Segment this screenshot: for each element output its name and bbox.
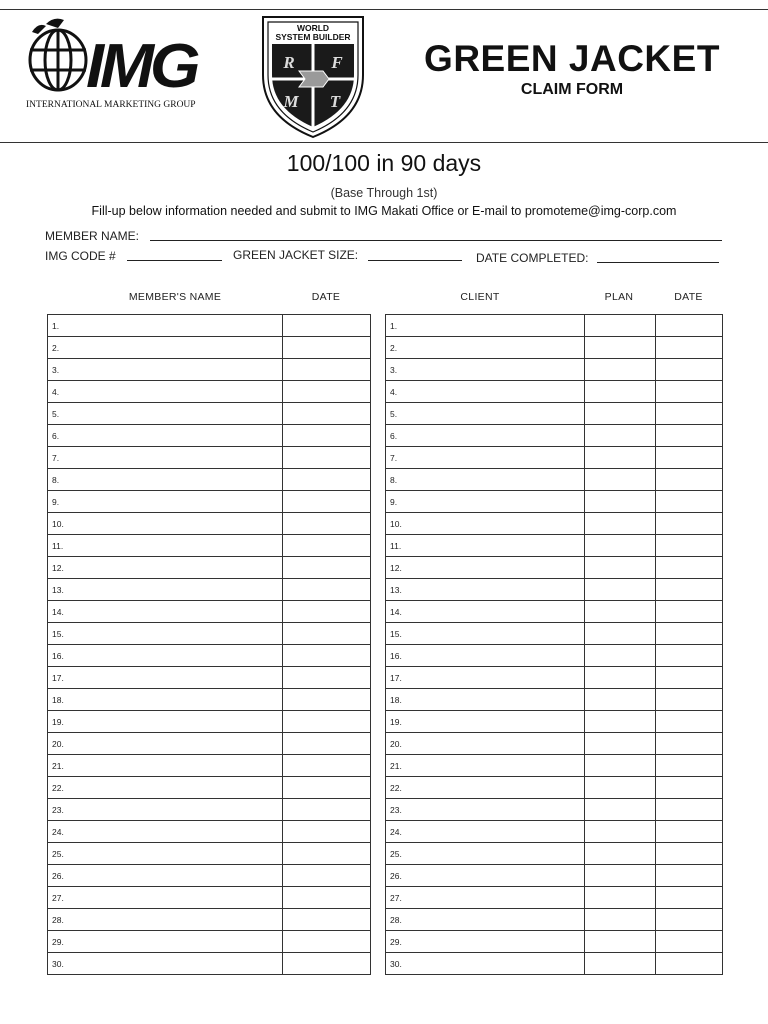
client-date-cell[interactable] [656,887,723,909]
client-row-number-cell[interactable]: 11. [386,535,585,557]
member-row [48,843,371,865]
client-row [386,579,723,601]
member-date-cell[interactable] [283,843,371,865]
member-row [48,469,371,491]
member-row-number-cell[interactable]: 9. [48,491,283,513]
member-row [48,381,371,403]
jacket-size-line[interactable] [368,260,462,261]
member-date-cell[interactable] [283,425,371,447]
date-completed-line[interactable] [597,262,719,263]
client-plan-cell[interactable] [585,315,656,337]
client-row [386,799,723,821]
member-row [48,447,371,469]
member-row-number-cell[interactable]: 11. [48,535,283,557]
member-date-cell[interactable] [283,359,371,381]
member-date-cell[interactable] [283,711,371,733]
client-date-cell[interactable] [656,403,723,425]
member-row-number-cell[interactable]: 22. [48,777,283,799]
member-date-cell[interactable] [283,513,371,535]
client-date-cell[interactable] [656,579,723,601]
form-title: GREEN JACKET [424,38,720,79]
header-bottom-rule [0,142,768,143]
client-row [386,843,723,865]
client-date-cell[interactable] [656,315,723,337]
client-row-number-cell[interactable]: 7. [386,447,585,469]
member-row-number-cell[interactable]: 17. [48,667,283,689]
client-row [386,535,723,557]
member-row-number-cell[interactable]: 23. [48,799,283,821]
client-row [386,403,723,425]
col-head-member-date: DATE [311,291,341,303]
client-row [386,689,723,711]
member-row-number-cell[interactable]: 5. [48,403,283,425]
member-date-cell[interactable] [283,931,371,953]
client-plan-cell[interactable] [585,733,656,755]
client-row-number-cell[interactable]: 2. [386,337,585,359]
member-row [48,689,371,711]
client-plan-cell[interactable] [585,755,656,777]
member-row [48,491,371,513]
client-row [386,557,723,579]
member-row [48,337,371,359]
client-date-cell[interactable] [656,711,723,733]
client-row-number-cell[interactable]: 4. [386,381,585,403]
member-row [48,865,371,887]
client-plan-cell[interactable] [585,359,656,381]
client-date-cell[interactable] [656,755,723,777]
member-row [48,645,371,667]
client-plan-cell[interactable] [585,579,656,601]
client-row-number-cell[interactable]: 27. [386,887,585,909]
client-plan-cell[interactable] [585,777,656,799]
member-date-cell[interactable] [283,733,371,755]
member-row-number-cell[interactable]: 13. [48,579,283,601]
client-date-cell[interactable] [656,843,723,865]
client-plan-cell[interactable] [585,909,656,931]
member-name-label: MEMBER NAME: [45,229,140,243]
client-plan-cell[interactable] [585,931,656,953]
shield-title-line1: WORLD [296,23,330,33]
member-row-number-cell[interactable]: 24. [48,821,283,843]
member-name-line[interactable] [150,240,722,241]
member-row-number-cell[interactable]: 20. [48,733,283,755]
client-date-cell[interactable] [656,865,723,887]
client-row [386,491,723,513]
client-row-number-cell[interactable]: 9. [386,491,585,513]
member-date-cell[interactable] [283,799,371,821]
member-date-cell[interactable] [283,865,371,887]
col-head-client: CLIENT [460,291,500,303]
client-row-number-cell[interactable]: 12. [386,557,585,579]
member-row [48,557,371,579]
jacket-size-label: GREEN JACKET SIZE: [233,248,359,262]
client-plan-cell[interactable] [585,887,656,909]
member-date-cell[interactable] [283,821,371,843]
img-code-label: IMG CODE # [45,249,116,263]
client-plan-cell[interactable] [585,689,656,711]
client-plan-cell[interactable] [585,601,656,623]
member-date-cell[interactable] [283,887,371,909]
member-row [48,403,371,425]
member-row [48,755,371,777]
client-row [386,469,723,491]
member-row [48,887,371,909]
shield-title-line2: SYSTEM BUILDER [275,32,351,42]
client-row-number-cell[interactable]: 13. [386,579,585,601]
client-row-number-cell[interactable]: 21. [386,755,585,777]
client-plan-cell[interactable] [585,403,656,425]
member-row [48,601,371,623]
member-row-number-cell[interactable]: 25. [48,843,283,865]
member-date-cell[interactable] [283,381,371,403]
client-row-number-cell[interactable]: 16. [386,645,585,667]
member-row-number-cell[interactable]: 8. [48,469,283,491]
client-row [386,821,723,843]
client-row-number-cell[interactable]: 10. [386,513,585,535]
client-row-number-cell[interactable]: 23. [386,799,585,821]
client-row [386,645,723,667]
member-row [48,711,371,733]
client-row [386,755,723,777]
member-row-number-cell[interactable]: 10. [48,513,283,535]
client-date-cell[interactable] [656,821,723,843]
client-row [386,777,723,799]
client-row-number-cell[interactable]: 25. [386,843,585,865]
member-row [48,667,371,689]
client-date-cell[interactable] [656,337,723,359]
client-date-cell[interactable] [656,799,723,821]
member-row [48,799,371,821]
client-plan-cell[interactable] [585,425,656,447]
client-date-cell[interactable] [656,623,723,645]
member-row [48,909,371,931]
member-row [48,359,371,381]
client-row-number-cell[interactable]: 22. [386,777,585,799]
member-row [48,733,371,755]
client-row [386,513,723,535]
clients-table [385,314,723,975]
client-row-number-cell[interactable]: 18. [386,689,585,711]
member-row [48,931,371,953]
client-plan-cell[interactable] [585,843,656,865]
member-date-cell[interactable] [283,909,371,931]
shield-letter-f: F [331,53,343,72]
member-date-cell[interactable] [283,601,371,623]
member-row [48,777,371,799]
client-plan-cell[interactable] [585,381,656,403]
member-date-cell[interactable] [283,447,371,469]
client-row-number-cell[interactable]: 14. [386,601,585,623]
client-row [386,733,723,755]
client-row-number-cell[interactable]: 30. [386,953,585,975]
client-row-number-cell[interactable]: 24. [386,821,585,843]
client-date-cell[interactable] [656,667,723,689]
member-row [48,425,371,447]
client-row-number-cell[interactable]: 3. [386,359,585,381]
member-row [48,953,371,975]
client-date-cell[interactable] [656,381,723,403]
member-row-number-cell[interactable]: 15. [48,623,283,645]
member-date-cell[interactable] [283,315,371,337]
shield-letter-t: T [329,92,341,111]
client-row-number-cell[interactable]: 17. [386,667,585,689]
client-date-cell[interactable] [656,645,723,667]
member-row-number-cell[interactable]: 19. [48,711,283,733]
img-wordmark: IMG [86,32,197,101]
top-rule [0,9,768,10]
client-row [386,315,723,337]
member-row [48,821,371,843]
client-plan-cell[interactable] [585,623,656,645]
member-date-cell[interactable] [283,777,371,799]
client-plan-cell[interactable] [585,645,656,667]
client-date-cell[interactable] [656,953,723,975]
client-plan-cell[interactable] [585,557,656,579]
member-row-number-cell[interactable]: 3. [48,359,283,381]
client-plan-cell[interactable] [585,821,656,843]
client-row-number-cell[interactable]: 19. [386,711,585,733]
world-system-builder-shield [259,13,367,139]
member-row-number-cell[interactable]: 1. [48,315,283,337]
client-row-number-cell[interactable]: 15. [386,623,585,645]
member-row-number-cell[interactable]: 30. [48,953,283,975]
client-row [386,623,723,645]
member-row [48,535,371,557]
client-date-cell[interactable] [656,513,723,535]
client-plan-cell[interactable] [585,799,656,821]
member-row-number-cell[interactable]: 28. [48,909,283,931]
member-date-cell[interactable] [283,491,371,513]
col-head-members-name: MEMBER'S NAME [128,291,222,303]
client-row [386,953,723,975]
client-row-number-cell[interactable]: 5. [386,403,585,425]
client-date-cell[interactable] [656,535,723,557]
member-row-number-cell[interactable]: 7. [48,447,283,469]
client-date-cell[interactable] [656,689,723,711]
member-date-cell[interactable] [283,953,371,975]
member-date-cell[interactable] [283,469,371,491]
client-plan-cell[interactable] [585,667,656,689]
member-row-number-cell[interactable]: 4. [48,381,283,403]
member-date-cell[interactable] [283,689,371,711]
member-row-number-cell[interactable]: 6. [48,425,283,447]
client-plan-cell[interactable] [585,469,656,491]
members-table [47,314,371,975]
member-date-cell[interactable] [283,755,371,777]
client-date-cell[interactable] [656,777,723,799]
client-row-number-cell[interactable]: 26. [386,865,585,887]
member-row-number-cell[interactable]: 12. [48,557,283,579]
client-row [386,381,723,403]
client-row [386,447,723,469]
client-date-cell[interactable] [656,425,723,447]
client-row-number-cell[interactable]: 1. [386,315,585,337]
client-plan-cell[interactable] [585,513,656,535]
base-note: (Base Through 1st) [330,186,438,200]
member-row-number-cell[interactable]: 29. [48,931,283,953]
member-row-number-cell[interactable]: 27. [48,887,283,909]
client-row [386,667,723,689]
member-row-number-cell[interactable]: 2. [48,337,283,359]
col-head-plan: PLAN [604,291,634,303]
client-row-number-cell[interactable]: 6. [386,425,585,447]
submission-instruction: Fill-up below information needed and submit to IMG Makati Office or E-mail to promoteme@img-corp.com [91,204,677,218]
client-row [386,931,723,953]
member-row [48,579,371,601]
img-logo [24,14,214,114]
member-date-cell[interactable] [283,579,371,601]
member-row-number-cell[interactable]: 21. [48,755,283,777]
member-date-cell[interactable] [283,667,371,689]
client-date-cell[interactable] [656,447,723,469]
client-plan-cell[interactable] [585,447,656,469]
client-date-cell[interactable] [656,909,723,931]
goal-heading: 100/100 in 90 days [286,150,482,176]
member-row [48,315,371,337]
member-date-cell[interactable] [283,557,371,579]
date-completed-label: DATE COMPLETED: [476,251,589,265]
client-plan-cell[interactable] [585,865,656,887]
shield-letter-m: M [283,92,299,111]
img-code-line[interactable] [127,260,222,261]
client-row-number-cell[interactable]: 29. [386,931,585,953]
member-date-cell[interactable] [283,645,371,667]
client-row-number-cell[interactable]: 20. [386,733,585,755]
client-plan-cell[interactable] [585,535,656,557]
client-row [386,601,723,623]
client-row [386,887,723,909]
client-date-cell[interactable] [656,557,723,579]
client-date-cell[interactable] [656,359,723,381]
member-row [48,623,371,645]
col-head-client-date: DATE [674,291,703,303]
client-row [386,425,723,447]
member-row-number-cell[interactable]: 18. [48,689,283,711]
member-date-cell[interactable] [283,337,371,359]
client-date-cell[interactable] [656,469,723,491]
img-subtitle: INTERNATIONAL MARKETING GROUP [26,100,196,110]
client-date-cell[interactable] [656,491,723,513]
shield-letter-r: R [283,53,295,72]
form-subtitle: CLAIM FORM [520,81,624,98]
client-row [386,909,723,931]
client-row [386,865,723,887]
client-date-cell[interactable] [656,931,723,953]
member-date-cell[interactable] [283,535,371,557]
member-row-number-cell[interactable]: 26. [48,865,283,887]
client-plan-cell[interactable] [585,953,656,975]
client-row [386,711,723,733]
client-date-cell[interactable] [656,601,723,623]
client-plan-cell[interactable] [585,491,656,513]
client-date-cell[interactable] [656,733,723,755]
member-row [48,513,371,535]
client-row-number-cell[interactable]: 8. [386,469,585,491]
client-row [386,337,723,359]
client-plan-cell[interactable] [585,711,656,733]
client-row [386,359,723,381]
member-row-number-cell[interactable]: 16. [48,645,283,667]
client-row-number-cell[interactable]: 28. [386,909,585,931]
member-date-cell[interactable] [283,403,371,425]
client-plan-cell[interactable] [585,337,656,359]
member-date-cell[interactable] [283,623,371,645]
member-row-number-cell[interactable]: 14. [48,601,283,623]
